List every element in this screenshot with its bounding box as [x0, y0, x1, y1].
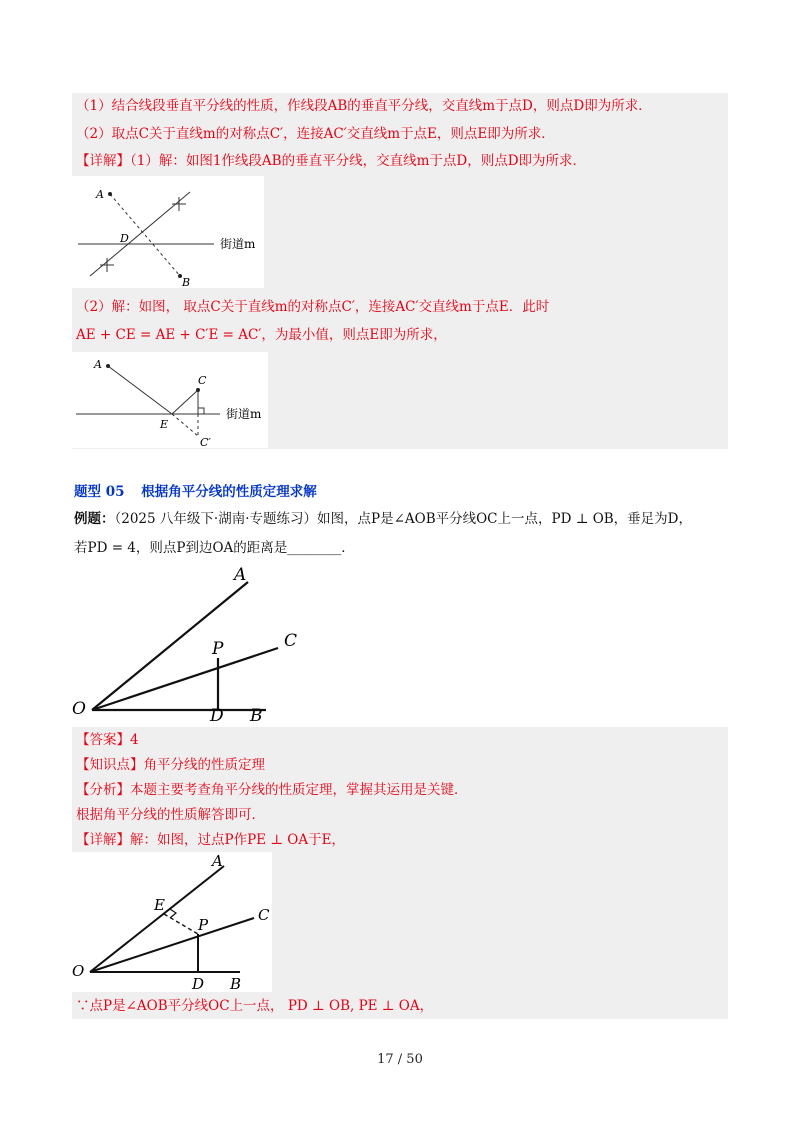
example-question-line2: 若PD = 4，则点P到边OA的距离是________． [74, 540, 355, 556]
label-c-prime: C′ [200, 436, 211, 448]
text-line: （1）结合线段垂直平分线的性质，作线段AB的垂直平分线，交直线m于点D，则点D即为所求． [76, 98, 652, 114]
text-line: （2）取点C关于直线m的对称点C′，连接AC′交直线m于点E，则点E即为所求． [76, 126, 555, 142]
street-label: 街道m [226, 407, 262, 421]
label-e: E [154, 896, 165, 914]
label-a: A [234, 565, 247, 585]
label-d: D [192, 975, 205, 992]
label-p: P [212, 639, 224, 659]
analysis-line: 【分析】本题主要考查角平分线的性质定理，掌握其运用是关键． [76, 782, 468, 798]
heading-number: 题型 05 [74, 484, 125, 500]
label-d: D [120, 232, 129, 245]
label-b: B [230, 975, 242, 992]
knowledge-line: 【知识点】角平分线的性质定理 [76, 757, 265, 773]
final-line: ∵点P是∠AOB平分线OC上一点， PD ⊥ OB, PE ⊥ OA， [76, 998, 434, 1014]
label-d: D [210, 706, 224, 722]
analysis-line-2: 根据角平分线的性质解答即可． [76, 807, 265, 823]
figure-shortest-path [72, 352, 268, 448]
example-question [74, 509, 692, 529]
label-e: E [160, 418, 169, 431]
label-c: C [258, 906, 270, 924]
heading-title: 根据角平分线的性质定理求解 [141, 484, 317, 500]
text-line: AE + CE = AE + C′E = AC′，为最小值，则点E即为所求， [76, 327, 447, 343]
label-a: A [96, 188, 104, 201]
label-c: C [284, 631, 298, 651]
example-text: （2025 八年级下·湖南·专题练习）如图，点P是∠AOB平分线OC上一点，PD ⊥ OB，垂足为D， [114, 511, 693, 527]
figure-angle-bisector-solution [72, 852, 272, 992]
section-heading [74, 482, 317, 502]
figure-angle-bisector [70, 562, 310, 722]
example-label: 例题： [74, 511, 115, 527]
detail-line: 【详解】解：如图，过点P作PE ⊥ OA于E， [76, 832, 345, 848]
label-b: B [250, 706, 263, 722]
label-b: B [182, 276, 191, 288]
text-line: （2）解：如图， 取点C关于直线m的对称点C′，连接AC′交直线m于点E．此时 [76, 299, 550, 315]
text-line: 【详解】（1）解：如图1作线段AB的垂直平分线，交直线m于点D，则点D即为所求． [76, 153, 587, 169]
page-number: 17 / 50 [377, 1052, 423, 1067]
answer-line: 【答案】4 [76, 732, 139, 748]
figure-perpendicular-bisector [72, 176, 264, 288]
street-label: 街道m [220, 237, 256, 251]
label-o: O [72, 962, 85, 980]
label-o: O [72, 699, 86, 719]
label-a: A [94, 358, 102, 371]
label-p: P [198, 916, 209, 934]
label-a: A [212, 852, 223, 870]
label-c: C [198, 374, 207, 387]
